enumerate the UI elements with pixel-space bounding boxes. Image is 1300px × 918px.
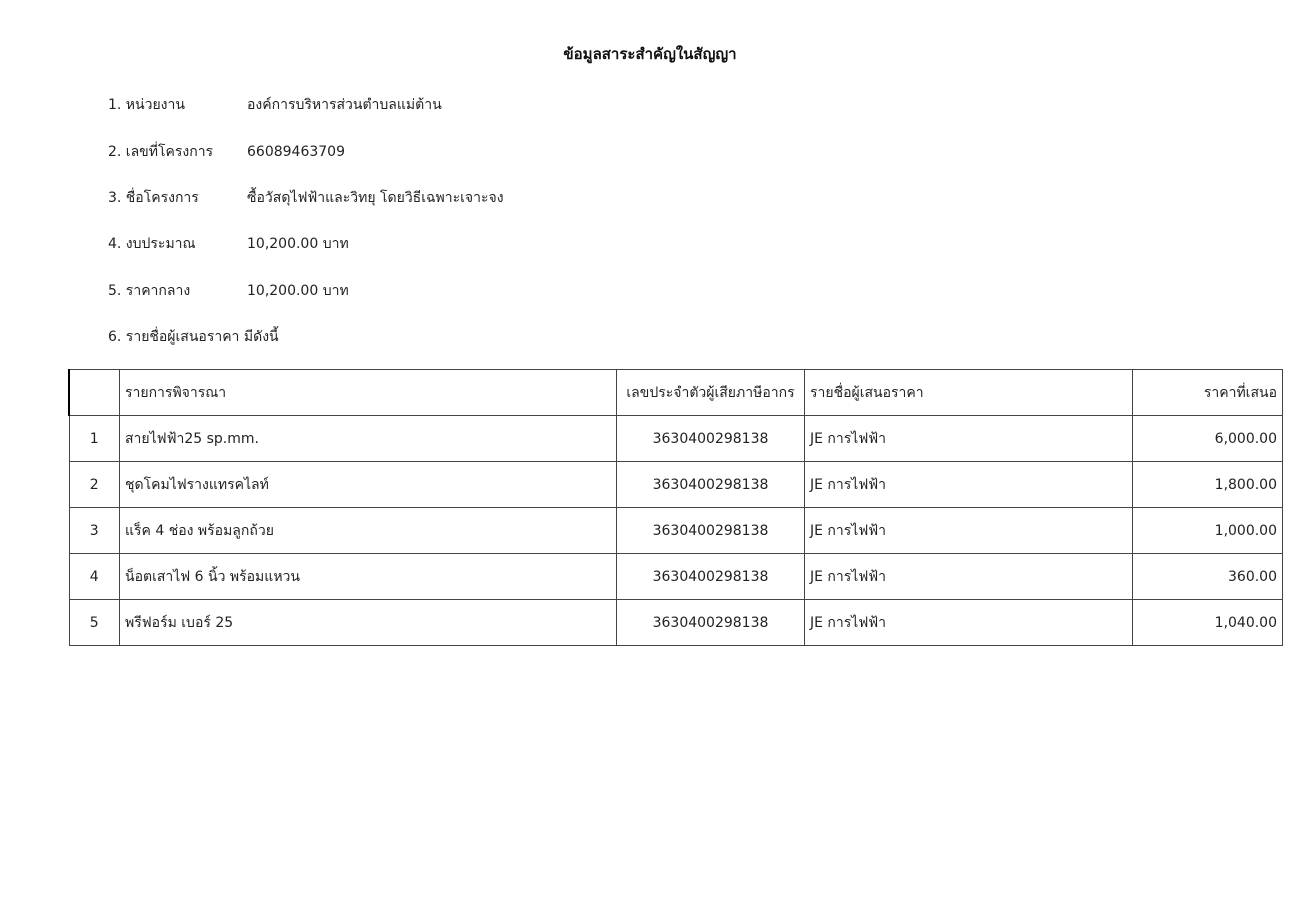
header-no [69,370,120,416]
cell-no: 4 [69,554,120,600]
info-label: 3. ชื่อโครงการ [108,190,199,206]
header-item: รายการพิจารณา [120,370,617,416]
info-value: ซื้อวัสดุไฟฟ้าและวิทยุ โดยวิธีเฉพาะเจาะจง [247,190,504,206]
cell-price: 1,040.00 [1133,600,1283,646]
info-label: 6. รายชื่อผู้เสนอราคา มีดังนี้ [108,329,279,345]
cell-bidder: JE การไฟฟ้า [805,416,1133,462]
cell-price: 360.00 [1133,554,1283,600]
table-row [69,600,1283,646]
info-label: 1. หน่วยงาน [108,97,185,113]
cell-no: 1 [69,416,120,462]
cell-price: 1,800.00 [1133,462,1283,508]
header-price: ราคาที่เสนอ [1133,370,1283,416]
table-row [69,462,1283,508]
bids-table-wrapper [68,369,1277,646]
info-label: 5. ราคากลาง [108,283,191,299]
cell-tax-id: 3630400298138 [617,416,805,462]
cell-bidder: JE การไฟฟ้า [805,462,1133,508]
info-value: 10,200.00 บาท [247,283,349,299]
cell-bidder: JE การไฟฟ้า [805,600,1133,646]
cell-bidder: JE การไฟฟ้า [805,508,1133,554]
table-row [69,554,1283,600]
info-value: 66089463709 [247,144,345,160]
table-header-row [69,370,1283,416]
info-value: 10,200.00 บาท [247,236,349,252]
cell-price: 6,000.00 [1133,416,1283,462]
cell-item: สายไฟฟ้า25 sp.mm. [120,416,617,462]
cell-tax-id: 3630400298138 [617,554,805,600]
cell-price: 1,000.00 [1133,508,1283,554]
table-row [69,508,1283,554]
header-tax-id: เลขประจำตัวผู้เสียภาษีอากร [617,370,805,416]
table-row [69,416,1283,462]
cell-item: แร็ค 4 ช่อง พร้อมลูกถ้วย [120,508,617,554]
cell-tax-id: 3630400298138 [617,462,805,508]
cell-item: พรีฟอร์ม เบอร์ 25 [120,600,617,646]
cell-tax-id: 3630400298138 [617,508,805,554]
cell-no: 2 [69,462,120,508]
header-bidder: รายชื่อผู้เสนอราคา [805,370,1133,416]
info-value: องค์การบริหารส่วนตำบลแม่ต้าน [247,97,442,113]
cell-no: 3 [69,508,120,554]
cell-tax-id: 3630400298138 [617,600,805,646]
cell-item: ชุดโคมไฟรางแทรคไลท์ [120,462,617,508]
bids-table [68,369,1283,646]
info-label: 2. เลขที่โครงการ [108,144,214,160]
cell-item: น็อตเสาไฟ 6 นิ้ว พร้อมแหวน [120,554,617,600]
cell-no: 5 [69,600,120,646]
info-label: 4. งบประมาณ [108,236,196,252]
cell-bidder: JE การไฟฟ้า [805,554,1133,600]
page-title: ข้อมูลสาระสำคัญในสัญญา [563,45,737,63]
